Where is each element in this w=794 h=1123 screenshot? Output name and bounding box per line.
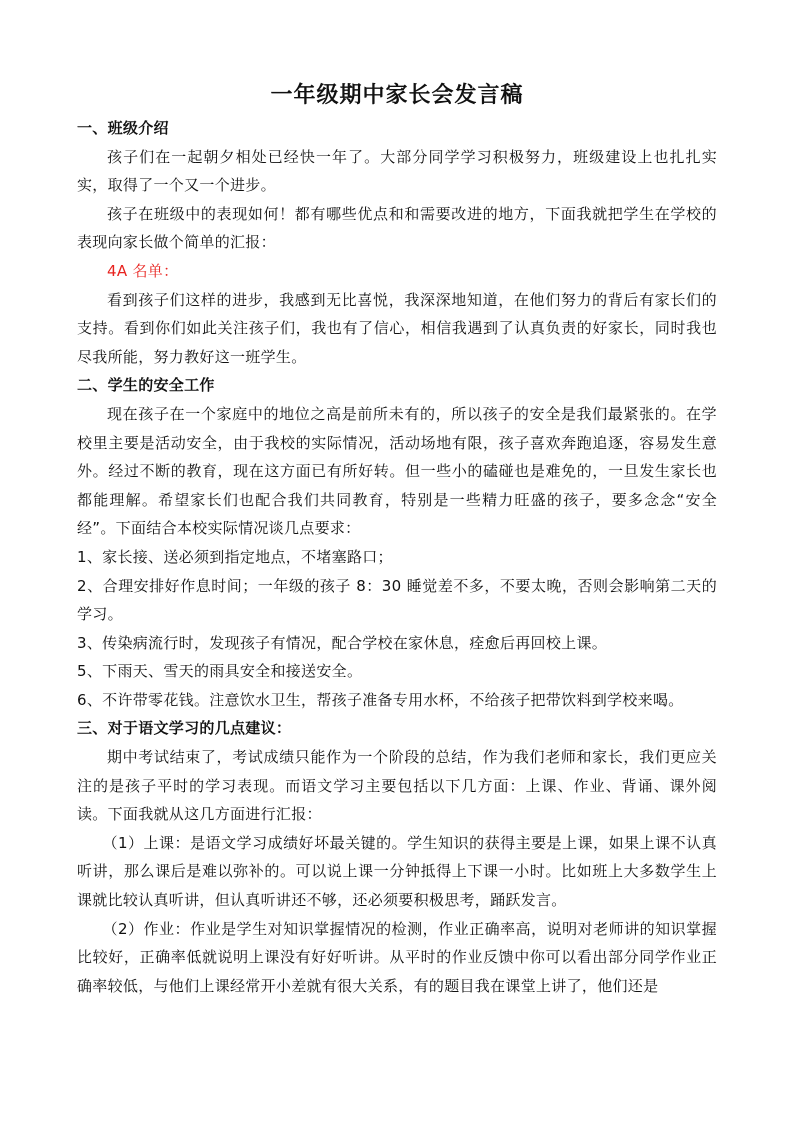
list-item: 3、传染病流行时，发现孩子有情况，配合学校在家休息，痊愈后再回校上课。 xyxy=(77,633,608,652)
section-heading-chinese-learning: 三、对于语文学习的几点建议： xyxy=(77,719,292,738)
document-title: 一年级期中家长会发言稿 xyxy=(270,82,524,108)
paragraph: （2）作业：作业是学生对知识掌握情况的检测，作业正确率高，说明对老师讲的知识掌握比较好，正确率低就说明上课没有好好听讲。从平时的作业反馈中你可以看出部分同学作业正确率较低，与他们上课经常开小差就有很大关系，有的题目我在课堂上讲了，他们还是 xyxy=(77,919,717,995)
paragraph: 孩子在班级中的表现如何！都有哪些优点和和需要改进的地方，下面我就把学生在学校的表现向家长做个简单的汇报： xyxy=(77,204,717,252)
list-item: 1、家长接、送必须到指定地点，不堵塞路口； xyxy=(77,547,393,566)
paragraph: 期中考试结束了，考试成绩只能作为一个阶段的总结，作为我们老师和家长，我们更应关注的是孩子平时的学习表现。而语文学习主要包括以下几方面：上课、作业、背诵、课外阅读。下面我就从这几方面进行汇报： xyxy=(77,748,717,824)
paragraph: 孩子们在一起朝夕相处已经快一年了。大部分同学学习积极努力，班级建设上也扎扎实实，取得了一个又一个进步。 xyxy=(77,147,717,195)
list-item: 6、不许带零花钱。注意饮水卫生，帮孩子准备专用水杯，不给孩子把带饮料到学校来喝。 xyxy=(77,690,684,709)
section-heading-safety: 二、学生的安全工作 xyxy=(77,376,215,395)
paragraph: 现在孩子在一个家庭中的地位之高是前所未有的，所以孩子的安全是我们最紧张的。在学校里主要是活动安全，由于我校的实际情况，活动场地有限，孩子喜欢奔跑追逐，容易发生意外。经过不断的教育，现在这方面已有所好转。但一些小的磕碰也是难免的，一旦发生家长也都能理解。希望家长们也配合我们共同教育，特别是一些精力旺盛的孩子，要多念念“安全经”。下面结合本校实际情况谈几点要求： xyxy=(77,404,717,538)
paragraph: （1）上课：是语文学习成绩好坏最关键的。学生知识的获得主要是上课，如果上课不认真听讲，那么课后是难以弥补的。可以说上课一分钟抵得上下课一小时。比如班上大多数学生上课就比较认真听讲，但认真听讲还不够，还必须要积极思考，踊跃发言。 xyxy=(77,833,717,910)
section-heading-class-intro: 一、班级介绍 xyxy=(77,119,169,137)
document-body xyxy=(77,114,717,1000)
list-item: 5、下雨天、雪天的雨具安全和接送安全。 xyxy=(77,662,363,681)
list-label: 4A 名单： xyxy=(107,261,179,280)
list-item: 2、合理安排好作息时间；一年级的孩子 8：30 睡觉差不多，不要太晚，否则会影响第二天的学习。 xyxy=(77,576,717,624)
paragraph: 看到孩子们这样的进步，我感到无比喜悦，我深深地知道，在他们努力的背后有家长们的支持。看到你们如此关注孩子们，我也有了信心，相信我遇到了认真负责的好家长，同时我也尽我所能，努力教好这一班学生。 xyxy=(77,290,717,366)
